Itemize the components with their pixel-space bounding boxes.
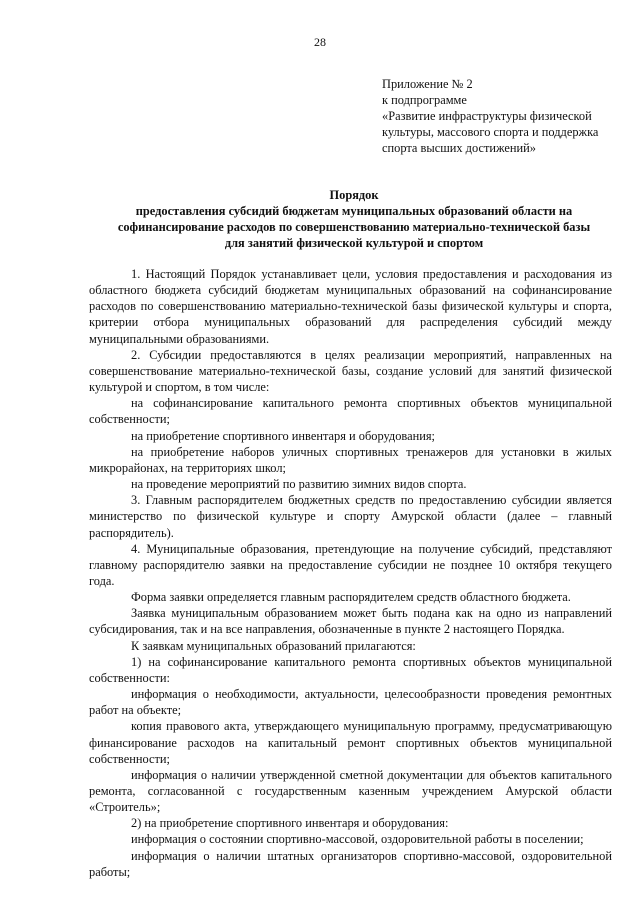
page-number: 28: [314, 35, 326, 49]
paragraph: информация о необходимости, актуальности, целесообразности проведения ремонтных работ на объекте;: [89, 687, 612, 718]
paragraph: копия правового акта, утверждающего муниципальную программу, предусматривающую финансирование расходов на капитальный ремонт спортивных объектов муниципальной собственности;: [89, 719, 612, 766]
paragraph: К заявкам муниципальных образований прилагаются:: [131, 638, 416, 653]
heading-line: для занятий физической культурой и спортом: [224, 236, 484, 250]
paragraph: 1. Настоящий Порядок устанавливает цели, условия предоставления и расходования из областного бюджета субсидий бюджетам муниципальных образований на софинансирование расходов по совершенствованию материально-технической базы физической культуры и спорта, критерии отбора муниципальных образований для распределения субсидий между муниципальными образованиями.: [89, 267, 612, 346]
appendix-line: к подпрограмме: [382, 93, 467, 107]
heading-line: софинансирование расходов по совершенствованию материально-технической базы: [117, 220, 591, 234]
paragraph: 4. Муниципальные образования, претендующие на получение субсидий, представляют главному распорядителю заявки на предоставление субсидии не позднее 10 октября текущего года.: [89, 541, 612, 588]
paragraph: информация о наличии штатных организаторов спортивно-массовой, оздоровительной работы;: [89, 848, 612, 879]
paragraph: на приобретение спортивного инвентаря и оборудования;: [131, 428, 435, 443]
paragraph: 1) на софинансирование капитального ремонта спортивных объектов муниципальной собственности:: [89, 654, 612, 685]
paragraph: информация о наличии утвержденной сметной документации для объектов капитального ремонта, согласованной с государственным казенным учреждением Амурской области «Строитель»;: [89, 767, 612, 815]
paragraph: Заявка муниципальным образованием может быть подана как на одно из направлений субсидирования, так и на все направления, обозначенные в пункте 2 настоящего Порядка.: [89, 606, 612, 637]
appendix-block: [382, 76, 622, 156]
paragraph: на приобретение наборов уличных спортивных тренажеров для установки в жилых микрорайонах, на территориях школ;: [89, 444, 612, 475]
paragraph: на проведение мероприятий по развитию зимних видов спорта.: [131, 477, 467, 492]
appendix-line: «Развитие инфраструктуры физической: [382, 109, 592, 123]
paragraph: 3. Главным распорядителем бюджетных средств по предоставлению субсидии является министерство по физической культуре и спорту Амурской области (далее – главный распорядитель).: [89, 493, 612, 540]
paragraph: Форма заявки определяется главным распорядителем средств областного бюджета.: [131, 590, 571, 605]
paragraph: 2) на приобретение спортивного инвентаря и оборудования:: [131, 816, 449, 831]
document-heading: [80, 187, 628, 251]
appendix-line: спорта высших достижений»: [382, 141, 536, 155]
heading-line: предоставления субсидий бюджетам муниципальных образований области на: [135, 204, 573, 218]
appendix-line: Приложение № 2: [382, 77, 473, 91]
paragraph: на софинансирование капитального ремонта спортивных объектов муниципальной собственности;: [89, 396, 612, 427]
appendix-line: культуры, массового спорта и поддержка: [382, 125, 599, 139]
paragraph: 2. Субсидии предоставляются в целях реализации мероприятий, направленных на совершенствование материально-технической базы, создание условий для занятий физической культурой и спортом, в том числе:: [89, 347, 612, 395]
paragraph: информация о состоянии спортивно-массовой, оздоровительной работы в поселении;: [131, 832, 584, 847]
heading-title: Порядок: [329, 188, 379, 202]
document-body: [89, 266, 612, 880]
